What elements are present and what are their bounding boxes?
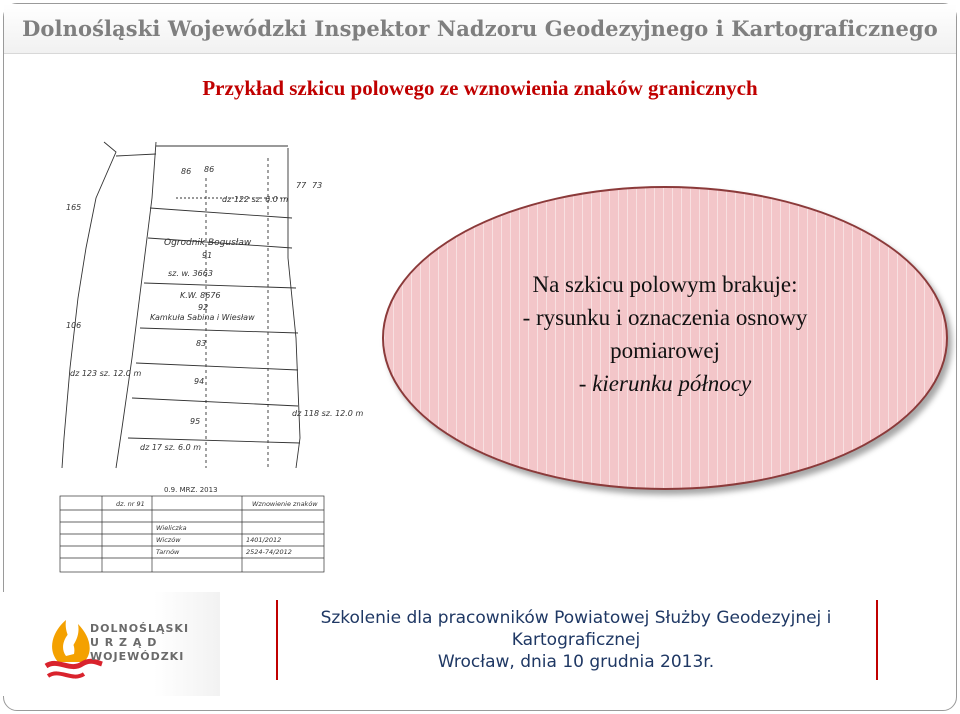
svg-text:86: 86 <box>181 167 192 176</box>
logo-line-1: DOLNOŚLĄSKI <box>90 622 190 635</box>
footer-line-3: Wrocław, dnia 10 grudnia 2013r. <box>437 652 715 672</box>
sketch-table-scope: Wznowienie znaków <box>252 500 318 508</box>
logo-text <box>90 622 189 664</box>
sketch-table-identifier: 2524-74/2012 <box>246 548 292 556</box>
sketch-owner-1: Ogrodnik Bogusław <box>164 238 252 248</box>
svg-text:106: 106 <box>66 321 82 330</box>
svg-text:83: 83 <box>196 339 207 348</box>
footer-rule-right <box>876 600 878 680</box>
svg-text:91: 91 <box>202 251 213 260</box>
footer-text <box>286 607 866 673</box>
sketch-table-precinct: Tarnów <box>156 548 180 556</box>
header-title: Dolnośląski Wojewódzki Inspektor Nadzoru Geodezyjnego i Kartograficznego <box>22 16 938 41</box>
svg-text:92: 92 <box>198 303 209 312</box>
sketch-dim-118: dz 118 sz. 12.0 m <box>292 409 364 418</box>
svg-text:73: 73 <box>312 181 323 190</box>
dolnoslaski-logo <box>0 592 220 696</box>
svg-text:165: 165 <box>66 203 82 212</box>
callout-line-2: - rysunku i oznaczenia osnowy <box>522 305 808 330</box>
callout-line-4 <box>440 367 890 400</box>
sketch-dim-123: dz 123 sz. 12.0 m <box>70 369 142 378</box>
logo-line-3: WOJEWÓDZKI <box>90 650 185 663</box>
sketch-kw-1: sz. w. 3663 <box>168 269 213 278</box>
sketch-table-job: 1401/2012 <box>246 536 282 544</box>
svg-text:95: 95 <box>190 417 201 426</box>
logo-line-2: U R Z Ą D <box>90 636 158 649</box>
slide-title: Przykład szkicu polowego ze wznowienia znaków granicznych <box>202 76 758 100</box>
field-sketch-image <box>56 138 364 574</box>
callout-line-4-prefix: - <box>578 371 593 396</box>
footer-line-1: Szkolenie dla pracowników Powiatowej Służby Geodezyjnej i <box>320 608 832 628</box>
sketch-dim-122: dz 122 sz. 6.0 m <box>222 195 289 204</box>
sketch-owner-2: Kamkuła Sabina i Wiesław <box>150 313 255 322</box>
footer-rule-left <box>276 600 278 680</box>
callout-line-3: pomiarowej <box>610 338 720 363</box>
svg-text:94: 94 <box>194 377 205 386</box>
sketch-dim-17: dz 17 sz. 6.0 m <box>140 443 202 452</box>
callout-text <box>440 268 890 400</box>
sketch-kw-2: K.W. 8676 <box>180 291 221 300</box>
callout-line-4-italic: kierunku północy <box>592 371 752 396</box>
sketch-table-county: Wieliczka <box>156 524 187 532</box>
svg-text:86: 86 <box>204 165 215 174</box>
callout-line-1: Na szkicu polowym brakuje: <box>532 272 798 297</box>
header-bar <box>4 4 956 54</box>
sketch-table-municipality: Wiczów <box>156 536 181 544</box>
sketch-table-object: dz. nr 91 <box>116 500 145 508</box>
svg-text:77: 77 <box>296 181 307 190</box>
footer-line-2: Kartograficznej <box>511 630 641 650</box>
sketch-stamp: 0.9. MRZ. 2013 <box>164 486 218 494</box>
